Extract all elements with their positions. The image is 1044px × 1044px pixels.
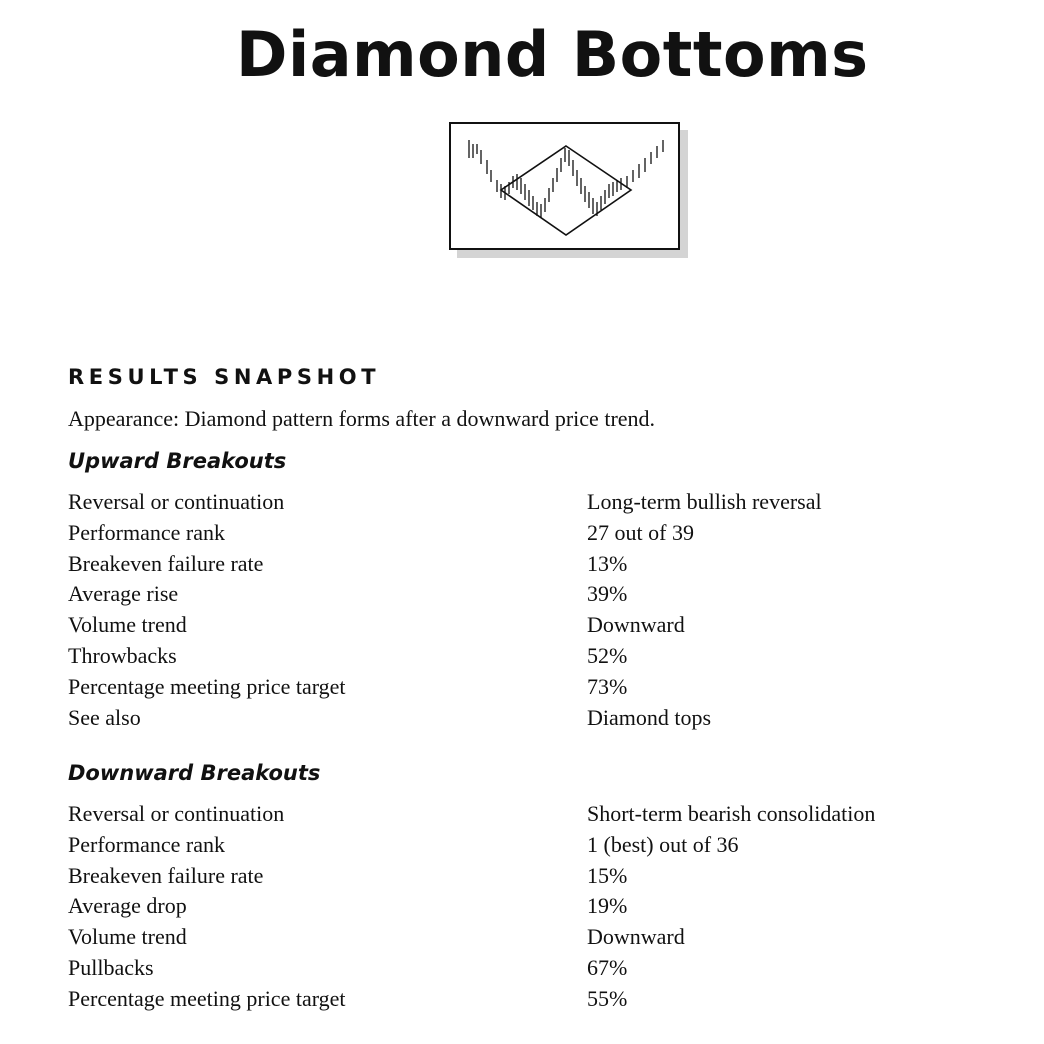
- table-row: [68, 487, 1008, 518]
- table-row: [68, 861, 1008, 892]
- row-value: 19%: [587, 893, 628, 919]
- row-value: Downward: [587, 924, 685, 950]
- row-label: Reversal or continuation: [68, 801, 285, 826]
- row-value: 13%: [587, 550, 628, 576]
- row-label: Volume trend: [68, 612, 187, 638]
- table-row: [68, 703, 1008, 734]
- row-label: Pullbacks: [68, 954, 154, 980]
- table-row: [68, 984, 1008, 1015]
- price-bars: [469, 140, 663, 218]
- downward-breakouts-table: [68, 799, 1008, 1015]
- row-value: 1 (best) out of 36: [587, 831, 739, 857]
- row-value: Downward: [587, 612, 685, 638]
- row-value: Long-term bullish reversal: [587, 489, 822, 514]
- row-label: See also: [68, 704, 141, 730]
- row-label: Average rise: [68, 581, 179, 607]
- appearance-text: Appearance: Diamond pattern forms after a downward price trend.: [68, 406, 656, 431]
- pattern-figure: [449, 122, 689, 258]
- table-row: [68, 922, 1008, 953]
- table-row: [68, 518, 1008, 549]
- row-label: Breakeven failure rate: [68, 862, 264, 888]
- upward-breakouts-table: [68, 487, 1008, 733]
- row-label: Average drop: [68, 893, 187, 919]
- row-value: 73%: [587, 673, 628, 699]
- row-value: 52%: [587, 642, 628, 668]
- diamond-bottom-pattern-icon: [451, 124, 678, 248]
- row-label: Throwbacks: [68, 642, 177, 668]
- table-row: [68, 830, 1008, 861]
- table-row: [68, 549, 1008, 580]
- page-title: Diamond Bottoms: [236, 18, 869, 91]
- row-value: 27 out of 39: [587, 519, 694, 545]
- table-row: [68, 579, 1008, 610]
- row-label: Volume trend: [68, 924, 187, 950]
- row-value: 15%: [587, 862, 628, 888]
- row-value: 55%: [587, 985, 628, 1011]
- row-value: Short-term bearish consolidation: [587, 801, 876, 826]
- row-label: Percentage meeting price target: [68, 673, 346, 699]
- table-row: [68, 953, 1008, 984]
- row-label: Percentage meeting price target: [68, 985, 346, 1011]
- table-row: [68, 799, 1008, 830]
- table-row: [68, 891, 1008, 922]
- row-label: Performance rank: [68, 519, 225, 545]
- row-value: 39%: [587, 581, 628, 607]
- row-label: Performance rank: [68, 831, 225, 857]
- downward-breakouts-heading: Downward Breakouts: [68, 761, 321, 785]
- table-row: [68, 641, 1008, 672]
- row-value: Diamond tops: [587, 704, 712, 730]
- results-snapshot-heading: RESULTS SNAPSHOT: [68, 365, 381, 389]
- row-label: Breakeven failure rate: [68, 550, 264, 576]
- table-row: [68, 610, 1008, 641]
- figure-frame: [449, 122, 680, 250]
- row-value: 67%: [587, 954, 628, 980]
- row-label: Reversal or continuation: [68, 489, 285, 514]
- table-row: [68, 672, 1008, 703]
- upward-breakouts-heading: Upward Breakouts: [68, 449, 287, 473]
